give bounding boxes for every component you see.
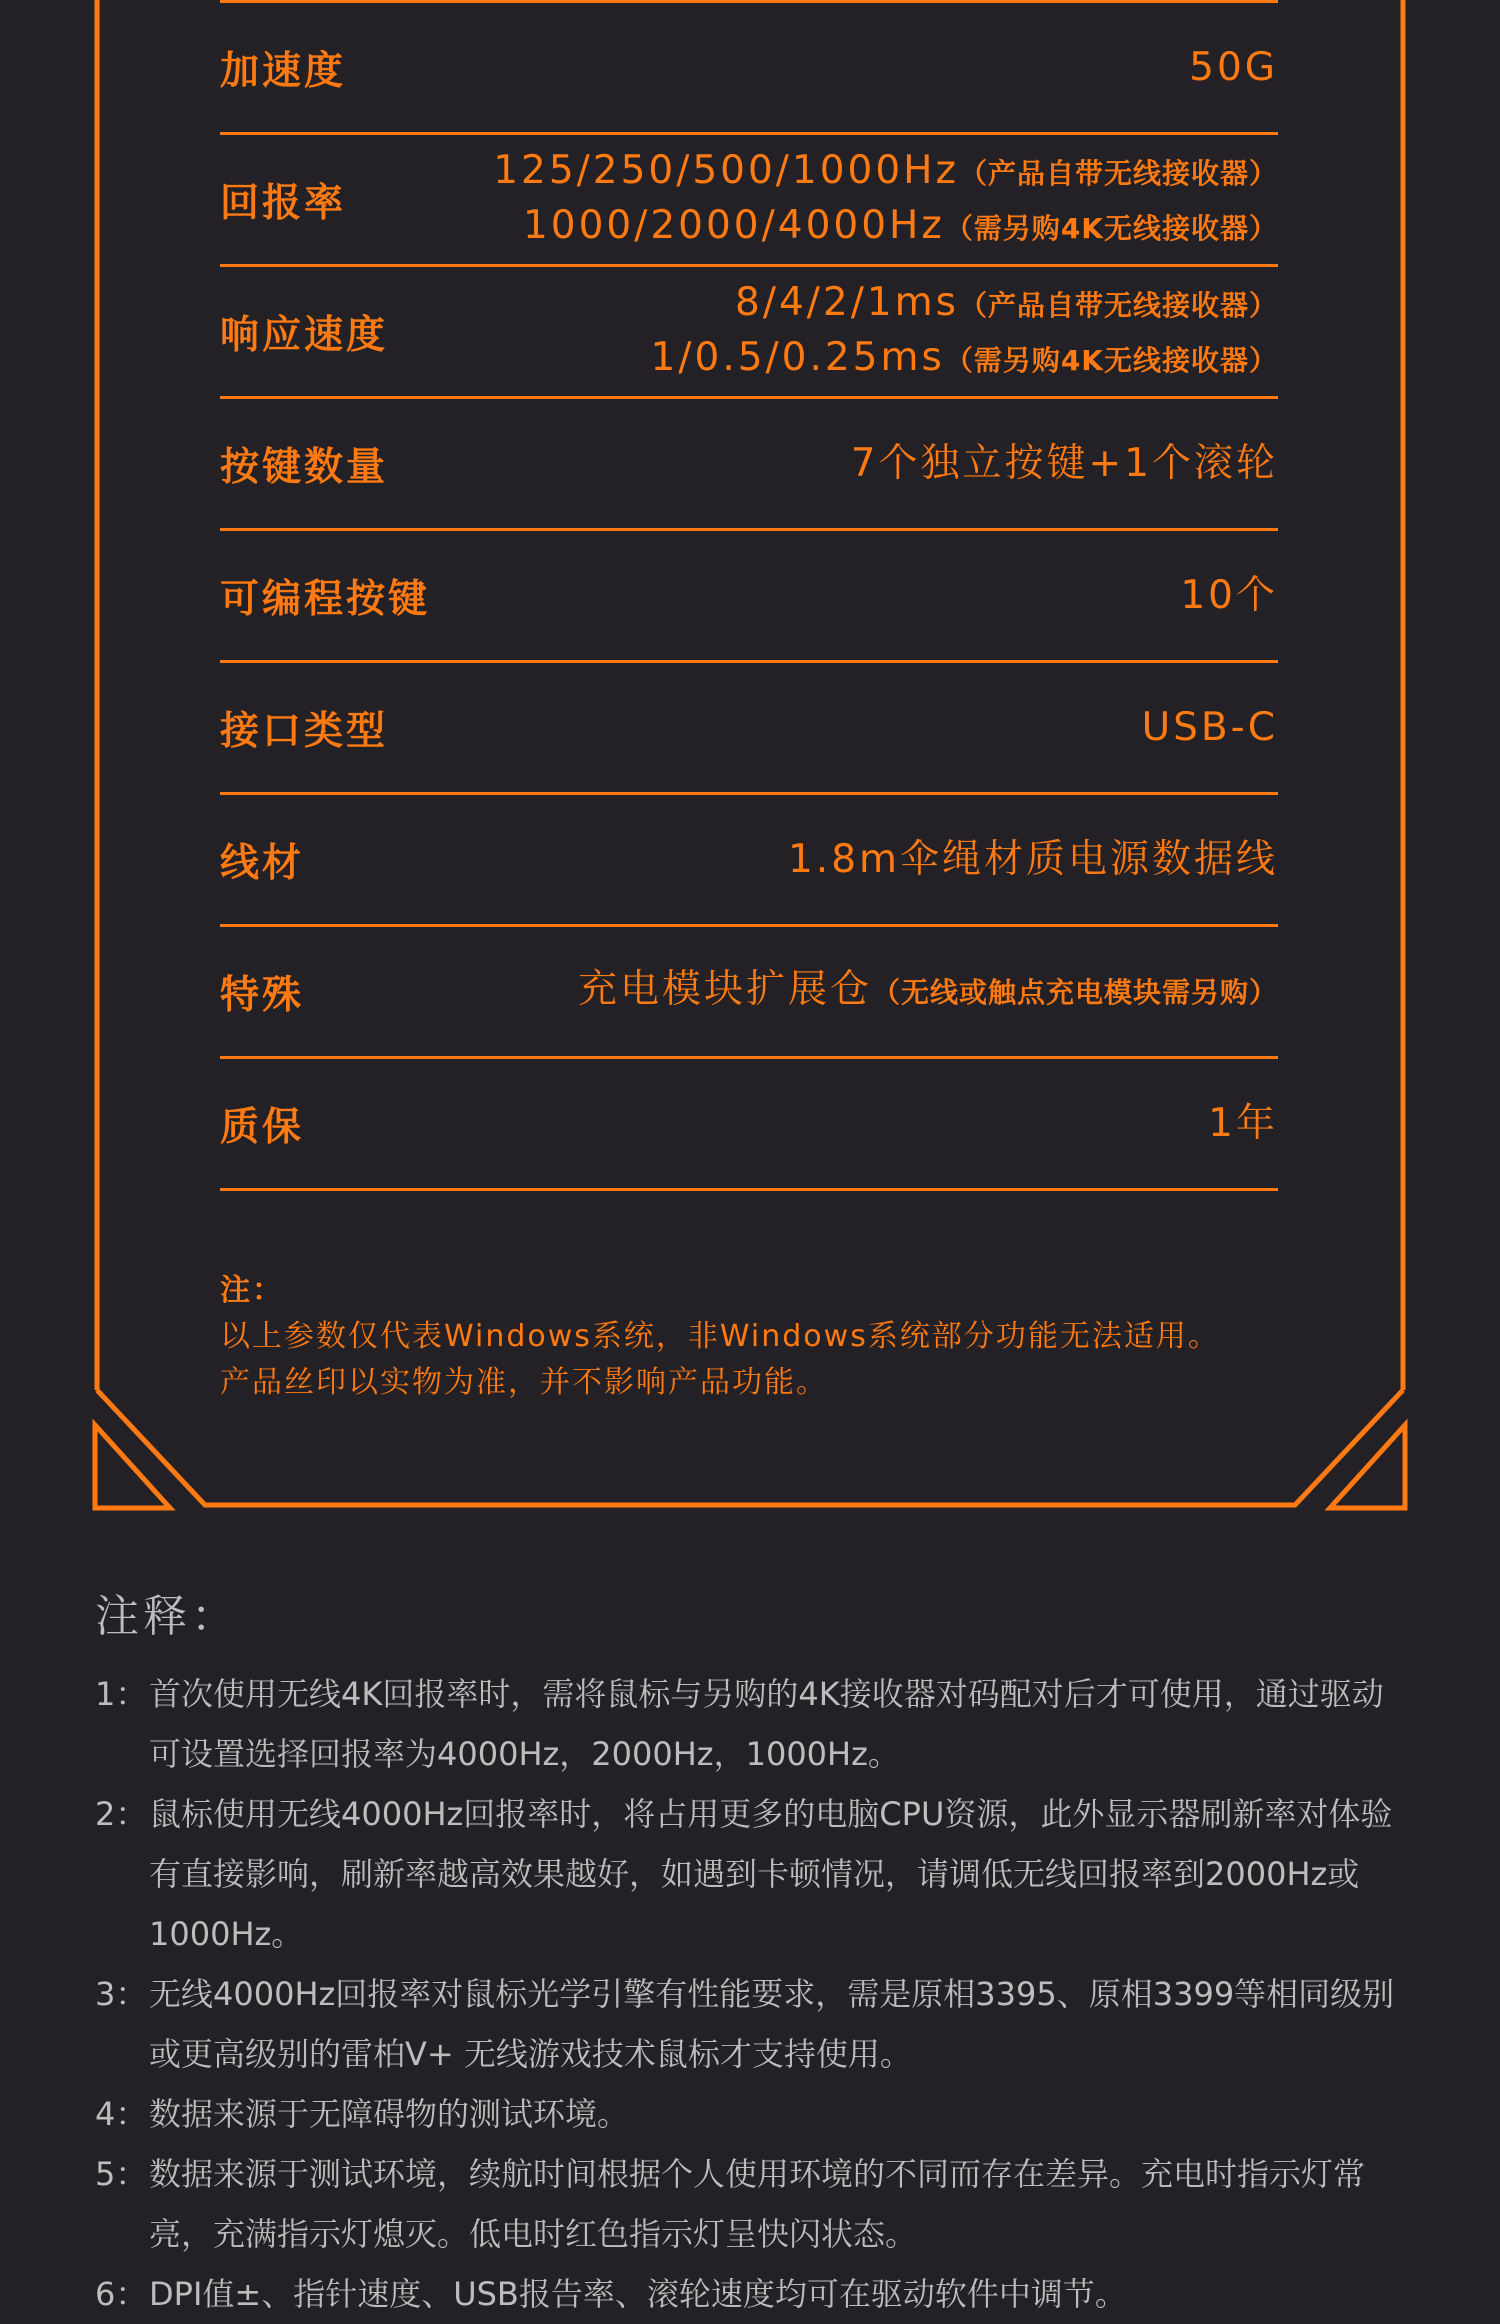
spec-value-main: 8/4/2/1ms: [735, 279, 959, 325]
spec-label: 接口类型: [220, 708, 389, 754]
spec-value: [493, 145, 1278, 255]
explanation-section: [95, 1580, 1415, 2324]
explanation-item: [95, 1964, 1415, 2084]
spec-label: 加速度: [220, 48, 347, 94]
explanation-number: 5：: [95, 2155, 148, 2193]
explanation-text: 鼠标使用无线4000Hz回报率时，将占用更多的电脑CPU资源，此外显示器刷新率对体验有直接影响，刷新率越高效果越好，如遇到卡顿情况，请调低无线回报率到2000Hz或1000Hz。: [149, 1795, 1393, 1953]
explanation-text: 数据来源于测试环境，续航时间根据个人使用环境的不同而存在差异。充电时指示灯常亮，充满指示灯熄灭。低电时红色指示灯呈快闪状态。: [149, 2155, 1366, 2253]
spec-row-polling-rate: [220, 135, 1278, 264]
note-title: 注：: [220, 1273, 284, 1308]
spec-value: USB-C: [1141, 704, 1278, 750]
spec-value: 50G: [1189, 44, 1278, 90]
note-line: 以上参数仅代表Windows系统，非Windows系统部分功能无法适用。: [220, 1319, 1220, 1354]
spec-value-main: 充电模块扩展仓: [577, 967, 872, 1012]
explanation-number: 2：: [95, 1795, 148, 1833]
spec-value: [651, 277, 1278, 387]
spec-value-main: 1/0.5/0.25ms: [650, 334, 945, 380]
spec-label: 可编程按键: [220, 576, 431, 622]
divider-bottom: [220, 1188, 1278, 1191]
spec-value: 1年: [1208, 1100, 1278, 1146]
spec-row-special: [220, 927, 1278, 1056]
spec-value: 7个独立按键+1个滚轮: [850, 440, 1278, 486]
spec-value-note: （产品自带无线接收器）: [958, 156, 1278, 190]
spec-value-main: 125/250/500/1000Hz: [493, 147, 959, 193]
spec-value: 10个: [1180, 572, 1278, 618]
explanation-item: [95, 1664, 1415, 1784]
explanation-number: 1：: [95, 1675, 148, 1713]
explanation-text: DPI值±、指针速度、USB报告率、滚轮速度均可在驱动软件中调节。: [149, 2275, 1127, 2313]
spec-value-note: （产品自带无线接收器）: [958, 288, 1278, 322]
explanation-number: 4：: [95, 2095, 148, 2133]
spec-value: 1.8m伞绳材质电源数据线: [787, 836, 1278, 882]
spec-value: [578, 964, 1278, 1019]
spec-note: [220, 1268, 1220, 1406]
explanation-number: 3：: [95, 1975, 148, 2013]
spec-value-note: （需另购4K无线接收器）: [944, 343, 1278, 377]
explanation-item: [95, 2264, 1415, 2324]
explanation-text: 无线4000Hz回报率对鼠标光学引擎有性能要求，需是原相3395、原相3399等相同级别或更高级别的雷柏V+ 无线游戏技术鼠标才支持使用。: [149, 1975, 1395, 2073]
explanation-item: [95, 1784, 1415, 1964]
spec-row-interface: [220, 663, 1278, 792]
spec-row-button-count: [220, 399, 1278, 528]
spec-row-programmable-buttons: [220, 531, 1278, 660]
spec-label: 响应速度: [220, 312, 389, 358]
explanation-item: [95, 2084, 1415, 2144]
spec-label: 按键数量: [220, 444, 389, 490]
spec-label: 特殊: [220, 972, 305, 1018]
spec-row-cable: [220, 795, 1278, 924]
spec-value-note: （需另购4K无线接收器）: [944, 211, 1278, 245]
spec-label: 线材: [220, 840, 305, 886]
spec-value-main: 1000/2000/4000Hz: [522, 202, 945, 248]
explanation-item: [95, 2144, 1415, 2264]
note-line: 产品丝印以实物为准，并不影响产品功能。: [220, 1365, 828, 1400]
spec-row-warranty: [220, 1059, 1278, 1188]
spec-label: 回报率: [220, 180, 347, 226]
spec-row-acceleration: [220, 3, 1278, 132]
explanation-title: 注释：: [95, 1591, 239, 1642]
explanation-text: 首次使用无线4K回报率时，需将鼠标与另购的4K接收器对码配对后才可使用，通过驱动可设置选择回报率为4000Hz，2000Hz，1000Hz。: [149, 1675, 1384, 1773]
explanation-number: 6：: [95, 2275, 148, 2313]
explanation-text: 数据来源于无障碍物的测试环境。: [149, 2095, 630, 2133]
spec-value-note: （无线或触点充电模块需另购）: [871, 976, 1278, 1009]
spec-row-response-time: [220, 267, 1278, 396]
spec-label: 质保: [220, 1104, 305, 1150]
